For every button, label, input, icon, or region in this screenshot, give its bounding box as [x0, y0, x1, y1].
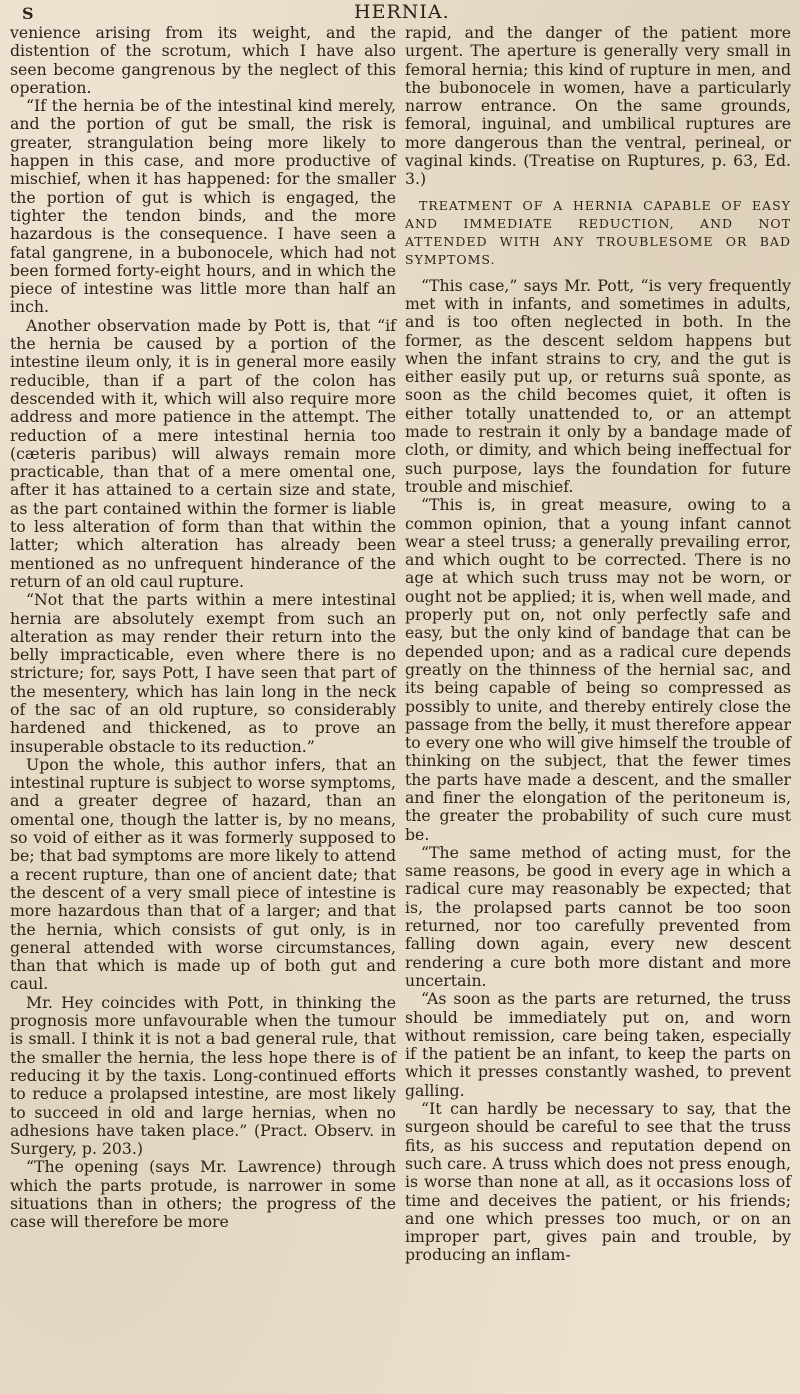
- paragraph: rapid, and the danger of the patient more urgent. The aperture is generally very small in femoral hernia; this kind of rupture in men, and the bubonocele in women, have a particularly narrow entrance. On the same grounds, femoral, inguinal, and umbilical ruptures are more dangerous than the ventral, perineal, or vaginal kinds. (Treatise on Ruptures, p. 63, Ed. 3.): [405, 23, 791, 189]
- paragraph: “As soon as the parts are returned, the truss should be immediately put on, and worn without remission, care being taken, especially if the patient be an infant, to keep the parts on which it presses constantly washed, to prevent galling.: [405, 989, 791, 1100]
- right-column: [405, 24, 791, 1265]
- left-column: [10, 24, 396, 1232]
- running-title: HERNIA.: [354, 1, 450, 23]
- paragraph: “Not that the parts within a mere intestinal hernia are absolutely exempt from such an alteration as may render their return into the belly impracticable, even where there is no stricture; for, says Pott, I have seen that part of the mesentery, which has lain long in the neck of the sac of an old rupture, so considerably hardened and thickened, as to prove an insuperable obstacle to its reduction.”: [10, 590, 396, 756]
- section-heading: TREATMENT OF A HERNIA CAPABLE OF EASY AND IMMEDIATE REDUCTION, AND NOT ATTENDED WITH ANY TROUBLESOME OR BAD SYMPTOMS.: [405, 197, 791, 267]
- paragraph: “If the hernia be of the intestinal kind merely, and the portion of gut be small, the risk is greater, strangulation being more likely to happen in this case, and more productive of mischief, when it has happened: for the smaller the portion of gut is which is engaged, the tighter the tendon binds, and the more hazardous is the consequence. I have seen a fatal gangrene, in a bubonocele, which had not been formed forty-eight hours, and in which the piece of intestine was little more than half an inch.: [10, 96, 396, 317]
- paragraph: “It can hardly be necessary to say, that the surgeon should be careful to see that the truss fits, as his success and reputation depend on such care. A truss which does not press enough, is worse than none at all, as it occasions loss of time and deceives the patient, or his friends; and one which presses too much, or on an improper part, gives pain and trouble, by producing an inflam-: [405, 1099, 791, 1265]
- paragraph: Another observation made by Pott is, that “if the hernia be caused by a portion of the intestine ileum only, it is in general more easily reducible, than if a part of the colon has descended with it, which will also require more address and more patience in the attempt. The reduction of a mere intestinal hernia too (cæteris paribus) will always remain more practicable, than that of a mere omental one, after it has attained to a certain size and state, as the part contained within the former is liable to less alteration of form than that within the latter; which alteration has already been mentioned as no unfrequent hinderance of the return of an old caul rupture.: [10, 315, 396, 591]
- paragraph: “The same method of acting must, for the same reasons, be good in every age in which a radical cure may reasonably be expected; that is, the prolapsed parts cannot be too soon returned, nor too carefully prevented from falling down again, every new descent rendering a cure both more distant and more uncertain.: [405, 842, 791, 990]
- paragraph: “This is, in great measure, owing to a common opinion, that a young infant cannot wear a steel truss; a generally prevailing error, and which ought to be corrected. There is no age at which such truss may not be worn, or ought not be applied; it is, when well made, and properly put on, not only perfectly safe and easy, but the only kind of bandage that can be depended upon; and as a radical cure depends greatly on the thinness of the hernial sac, and its being capable of being so compressed as possibly to unite, and thereby entirely close the passage from the belly, it must therefore appear to every one who will give himself the trouble of thinking on the subject, that the fewer times the parts have made a descent, and the smaller and finer the elongation of the peritoneum is, the greater the probability of such cure must be.: [405, 495, 791, 844]
- paragraph: “The opening (says Mr. Lawrence) through which the parts protude, is narrower in some situations than in others; the progress of the case will therefore be more: [10, 1157, 396, 1232]
- paragraph: “This case,” says Mr. Pott, “is very frequently met with in infants, and sometimes in adults, and is too often neglected in both. In the former, as the descent seldom happens but when the infant strains to cry, and the gut is either easily put up, or returns suâ sponte, as soon as the child becomes quiet, it often is either totally unattended to, or an attempt made to restrain it only by a bandage made of cloth, or dimity, and which being ineffectual for such purpose, lays the foundation for future trouble and mischief.: [405, 275, 791, 496]
- paragraph: Upon the whole, this author infers, that an intestinal rupture is subject to worse symptoms, and a greater degree of hazard, than an omental one, though the latter is, by no means, so void of either as it was formerly supposed to be; that bad symptoms are more likely to attend a recent rupture, than one of ancient date; that the descent of a very small piece of intestine is more hazardous than that of a larger; and that the hernia, which consists of gut only, is in general attended with worse circumstances, than that which is made up of both gut and caul.: [10, 754, 396, 994]
- signature-mark: S: [22, 4, 34, 23]
- paragraph: venience arising from its weight, and the distention of the scrotum, which I have also seen become gangrenous by the neglect of this operation.: [10, 23, 396, 97]
- paragraph: Mr. Hey coincides with Pott, in thinking the prognosis more unfavourable when the tumour is small. I think it is not a bad general rule, that the smaller the hernia, the less hope there is of reducing it by the taxis. Long-continued efforts to reduce a prolapsed intestine, are most likely to succeed in old and large hernias, when no adhesions have taken place.” (Pract. Observ. in Surgery, p. 203.): [10, 992, 396, 1159]
